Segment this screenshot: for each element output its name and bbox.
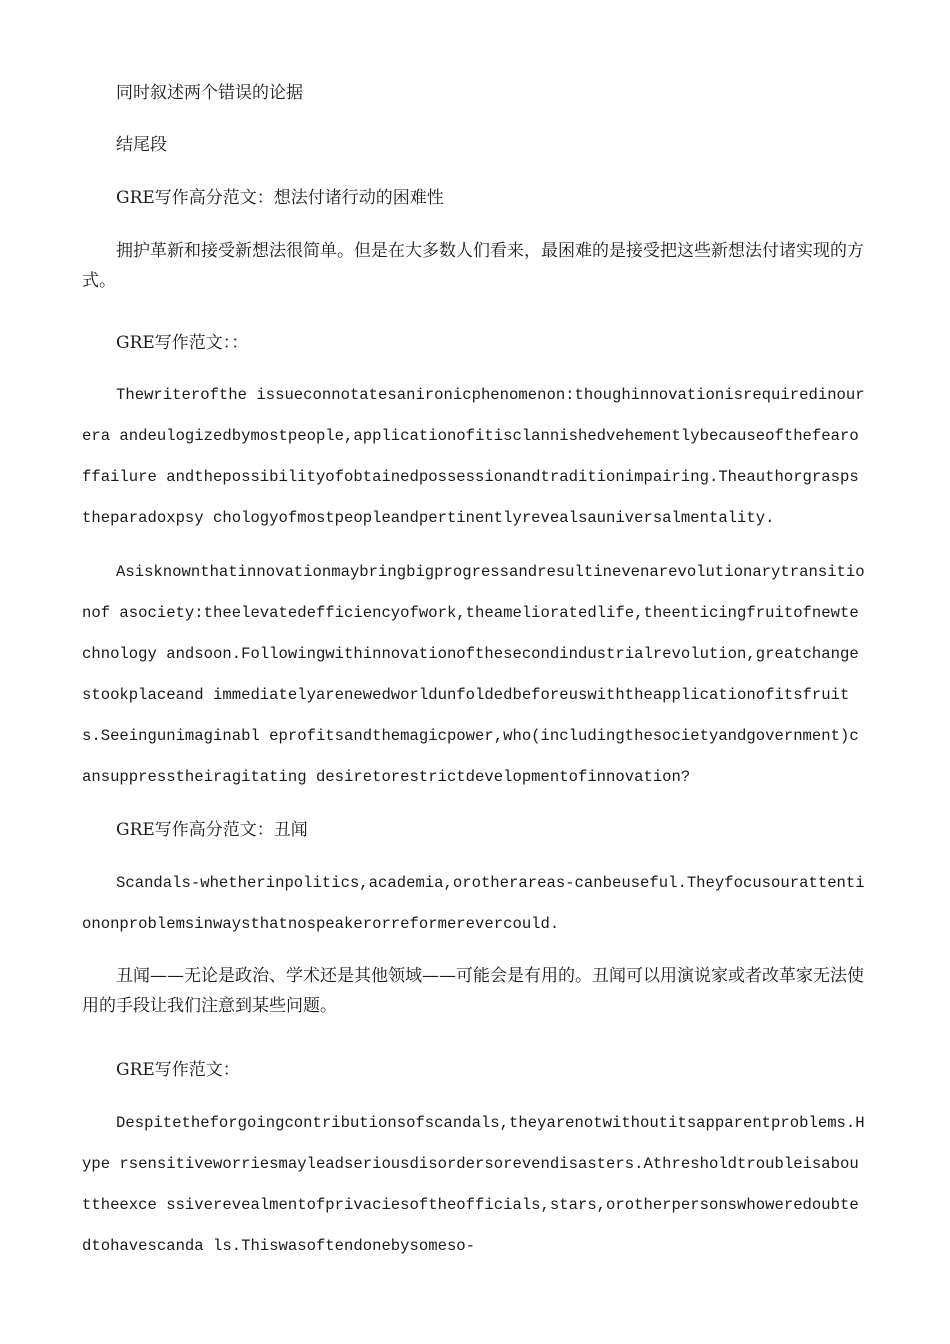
- heading-two-errors: 同时叙述两个错误的论据: [116, 83, 303, 103]
- paragraph-chinese-prompt: 拥护革新和接受新想法很简单。但是在大多数人们看来，最困难的是接受把这些新想法付诸实现的方式。: [82, 241, 864, 291]
- paragraph-scandal-prompt: Scandals-whetherinpolitics,academia,orotherareas-canbeuseful.Theyfocusourattentiononproblemsinwaysthatnospeakerorreformerevercould.: [82, 874, 865, 933]
- heading-conclusion: 结尾段: [116, 135, 167, 155]
- heading-sample-essay: GRE写作范文：：: [116, 333, 249, 353]
- paragraph-english-1: Thewriterofthe issueconnotatesanironicphenomenon:thoughinnovationisrequiredinourera andeulogizedbymostpeople,applicationofitisclannishedvehementlybecauseofthefearoffailure andthepossibilityofobtainedpossessionandtraditionimpairing.Theauthorgraspstheparadoxpsy chologyofmostpeopleandpertinentlyrevealsauniversalmentality.: [82, 386, 865, 527]
- heading-sample-essay-2: GRE写作范文：: [116, 1060, 240, 1080]
- paragraph-scandal-chinese: 丑闻——无论是政治、学术还是其他领域——可能会是有用的。丑闻可以用演说家或者改革家无法使用的手段让我们注意到某些问题。: [82, 966, 864, 1016]
- heading-essay-difficulty: GRE写作高分范文：想法付诸行动的困难性: [116, 188, 444, 208]
- heading-essay-scandal: GRE写作高分范文：丑闻: [116, 820, 308, 840]
- paragraph-english-2: Asisknownthatinnovationmaybringbigprogressandresultinevenarevolutionarytransitionof asociety:theelevatedefficiencyofwork,theamelioratedlife,theenticingfruitofnewtechnology andsoon.Followingwithinnovationofthesecondindustrialrevolution,greatchangestookplaceand immediatelyarenewedworldunfoldedbeforeuswiththeapplicationofitsfruits.Seeingunimaginabl eprofitsandthemagicpower,who(includingthesocietyandgovernment)cansuppresstheiragitating desiretorestrictdevelopmentofinnovation?: [82, 563, 865, 786]
- paragraph-english-3: Despitetheforgoingcontributionsofscandals,theyarenotwithoutitsapparentproblems.Hype rsensitiveworriesmayleadseriousdisordersorevendisasters.Athresholdtroubleisabouttheexce ssiverevealmentofprivaciesoftheofficials,stars,orotherpersonswhoweredoubtedtohavescanda ls.Thiswasoftendonebysomeso-: [82, 1114, 865, 1255]
